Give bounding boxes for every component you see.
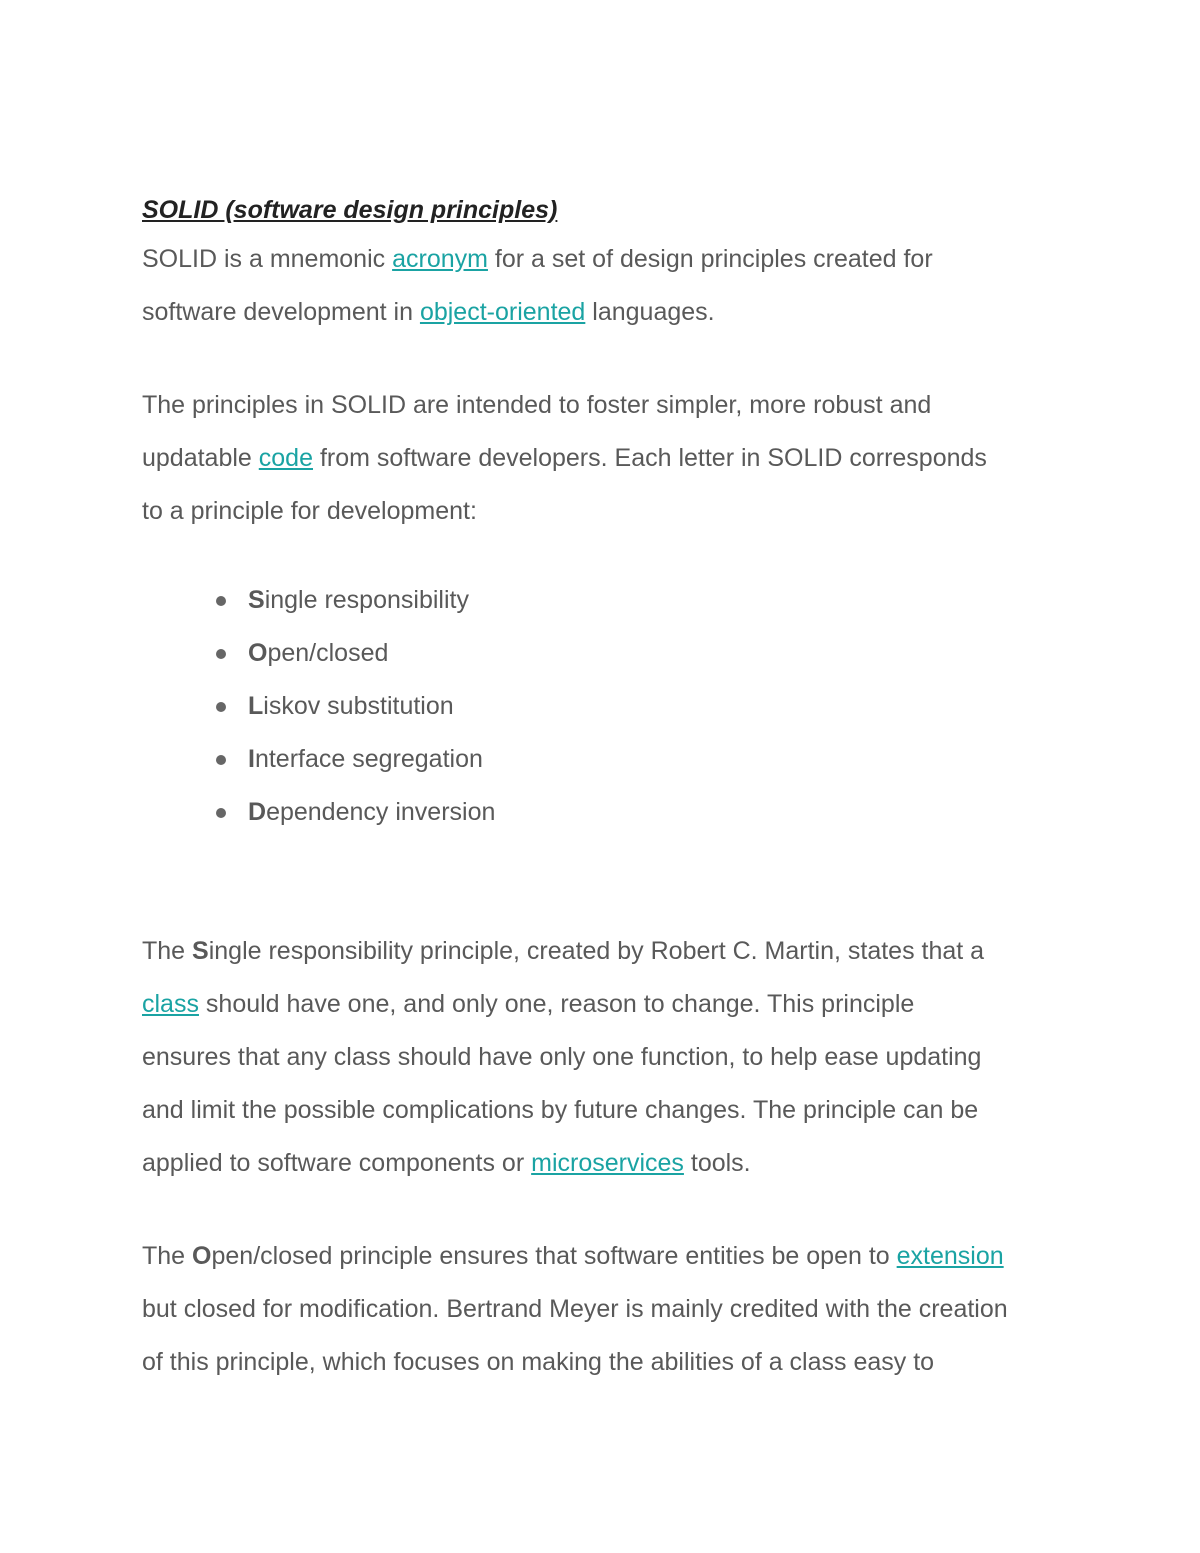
principle-initial: S	[248, 586, 265, 614]
principle-name: pen/closed	[267, 639, 389, 667]
principle-name: nterface segregation	[254, 745, 483, 773]
list-item	[216, 627, 1072, 680]
paragraph-text: from software developers. Each letter in SOLID corresponds	[313, 444, 987, 472]
spacer	[142, 1190, 1072, 1230]
intro-text: SOLID is a mnemonic	[142, 245, 393, 273]
principle-name: iskov substitution	[263, 692, 454, 720]
principle-initial: I	[248, 745, 255, 773]
document-page	[142, 195, 1072, 1389]
list-item	[216, 733, 1072, 786]
paragraph-text: The principles in SOLID are intended to foster simpler, more robust and	[142, 391, 932, 419]
bullet-icon	[216, 755, 226, 765]
object-oriented-link[interactable]: object-oriented	[419, 298, 586, 326]
spacer	[142, 339, 1072, 379]
bullet-icon	[216, 596, 226, 606]
acronym-link[interactable]: acronym	[392, 245, 488, 273]
principle-name: ependency inversion	[266, 798, 496, 826]
principle-initial: L	[248, 692, 264, 720]
list-item	[216, 786, 1072, 839]
principle-name: ingle responsibility	[264, 586, 469, 614]
class-link[interactable]: class	[142, 990, 199, 1018]
spacer	[142, 839, 1072, 925]
bullet-icon	[216, 808, 226, 818]
single-responsibility-paragraph	[142, 925, 1072, 1190]
document-title: SOLID (software design principles)	[142, 196, 558, 224]
paragraph-text: and limit the possible complications by future changes. The principle can be	[142, 1096, 979, 1124]
bullet-icon	[216, 702, 226, 712]
paragraph-text: tools.	[683, 1149, 751, 1177]
paragraph-text: The	[142, 937, 193, 965]
principle-initial: S	[192, 937, 209, 965]
paragraph-text: but closed for modification. Bertrand Meyer is mainly credited with the creation	[142, 1295, 1008, 1323]
microservices-link[interactable]: microservices	[531, 1149, 684, 1177]
principle-initial: O	[248, 639, 268, 667]
paragraph-text: The	[142, 1242, 193, 1270]
list-item	[216, 574, 1072, 627]
paragraph-text: applied to software components or	[142, 1149, 532, 1177]
intro-paragraph	[142, 233, 1072, 339]
paragraph-text: of this principle, which focuses on making the abilities of a class easy to	[142, 1348, 935, 1376]
paragraph-text: should have one, and only one, reason to change. This principle	[198, 990, 915, 1018]
open-closed-paragraph	[142, 1230, 1072, 1389]
principles-paragraph	[142, 379, 1072, 538]
principles-list	[142, 574, 1072, 839]
paragraph-text: pen/closed principle ensures that software entities be open to	[211, 1242, 897, 1270]
paragraph-text: ensures that any class should have only one function, to help ease updating	[142, 1043, 982, 1071]
intro-text: software development in	[142, 298, 420, 326]
principle-initial: O	[192, 1242, 212, 1270]
code-link[interactable]: code	[258, 444, 313, 472]
paragraph-text: ingle responsibility principle, created by Robert C. Martin, states that a	[208, 937, 985, 965]
paragraph-text: updatable	[142, 444, 259, 472]
paragraph-text: to a principle for development:	[142, 497, 477, 525]
bullet-icon	[216, 649, 226, 659]
intro-text: languages.	[585, 298, 715, 326]
principle-initial: D	[248, 798, 267, 826]
intro-text: for a set of design principles created for	[487, 245, 933, 273]
list-item	[216, 680, 1072, 733]
extension-link[interactable]: extension	[896, 1242, 1004, 1270]
